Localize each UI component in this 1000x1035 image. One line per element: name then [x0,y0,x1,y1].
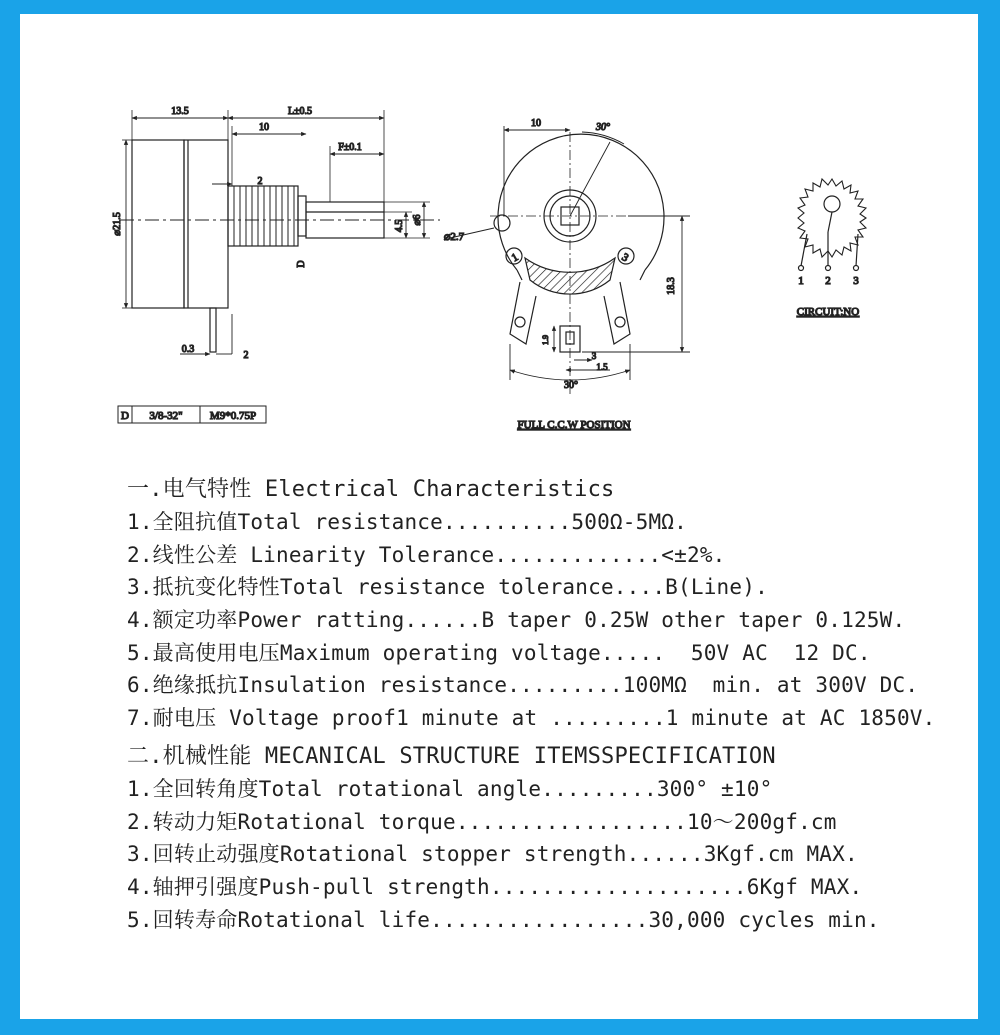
resistor-serrated-ring [798,179,866,257]
pot-body-rear [132,140,184,308]
pot-body-front [184,140,228,308]
technical-drawing [20,14,978,464]
circuit-pin-2: 2 [825,275,831,287]
dim-diameter: ⌀21.5 [112,212,123,236]
dim-pin-small: 3 [591,351,597,361]
dim-shaft-flat: 4.5 [394,219,405,233]
table-cell-metric: M9*0.75P [209,410,257,422]
terminal-label-3: 3 [619,251,631,265]
label-d: D [296,260,307,268]
mechanical-item: 3.回转止动强度Rotational stopper strength......3Kgf.cm MAX. [127,842,858,867]
dim-bushing: 10 [259,122,269,133]
dim-flat: F±0.1 [338,142,362,153]
front-view-caption: FULL C.C.W POSITION [517,419,631,431]
front-view [444,118,690,431]
mounting-hole [494,215,510,231]
mechanical-item: 2.转动力矩Rotational torque..................10～200gf.cm [127,809,837,834]
electrical-item: 7.耐电压 Voltage proof1 minute at .........1 minute at AC 1850V. [127,706,936,731]
dim-angle-bottom: 30° [564,380,578,391]
electrical-item: 4.额定功率Power ratting......B taper 0.25W other taper 0.125W. [127,608,906,633]
mechanical-item: 4.轴押引强度Push-pull strength....................6Kgf MAX. [127,874,863,899]
dim-angle-top: 30° [596,122,610,133]
side-view [112,106,440,423]
dim-terminal-offset: 2 [243,350,249,361]
wiper-contact [824,196,840,212]
electrical-item: 3.抵抗变化特性Total resistance tolerance....B(Line). [127,575,768,600]
table-cell-d: D [121,410,129,422]
dim-width: 10 [531,118,541,129]
mechanical-item: 1.全回转角度Total rotational angle.........300° ±10° [127,776,773,801]
electrical-item: 6.绝缘抵抗Insulation resistance.........100MΩ min. at 300V DC. [127,673,919,698]
electrical-item: 1.全阻抗值Total resistance..........500Ω-5MΩ. [127,510,687,534]
terminal-3 [604,282,630,344]
specifications [127,466,967,936]
terminal-side [210,308,216,352]
mechanical-heading: 二.机械性能 MECANICAL STRUCTURE ITEMSSPECIFICATION [127,743,776,769]
circuit-pin-1: 1 [798,275,804,287]
circuit-pin-3: 3 [853,275,859,287]
pot-housing [498,134,664,270]
dim-thread-step: 2 [257,176,263,187]
dim-height: 18.3 [666,277,677,295]
table-cell-thread: 3/8-32" [149,410,183,422]
dim-hole: ⌀2.7 [443,231,465,243]
terminal-label-1: 1 [509,251,521,265]
dim-pin-width: 1.5 [596,362,608,372]
electrical-item: 2.线性公差 Linearity Tolerance.............<±2%. [127,542,726,567]
terminal-1 [510,282,536,344]
circuit-caption: CIRCUIT:NO [796,306,860,318]
dim-pin-gap: 1.9 [541,335,550,345]
electrical-item: 5.最高使用电压Maximum operating voltage..... 50V AC 12 DC. [127,640,871,665]
electrical-heading: 一.电气特性 Electrical Characteristics [127,477,615,502]
dim-total-length: L±0.5 [287,106,313,117]
dim-body-depth: 13.5 [171,106,189,117]
datasheet-page [20,14,978,1019]
circuit-symbol [797,179,866,318]
dim-terminal-thick: 0.3 [181,344,195,355]
dim-shaft-dia: ⌀6 [412,214,423,226]
mechanical-item: 5.回转寿命Rotational life.................30,000 cycles min. [127,907,880,932]
